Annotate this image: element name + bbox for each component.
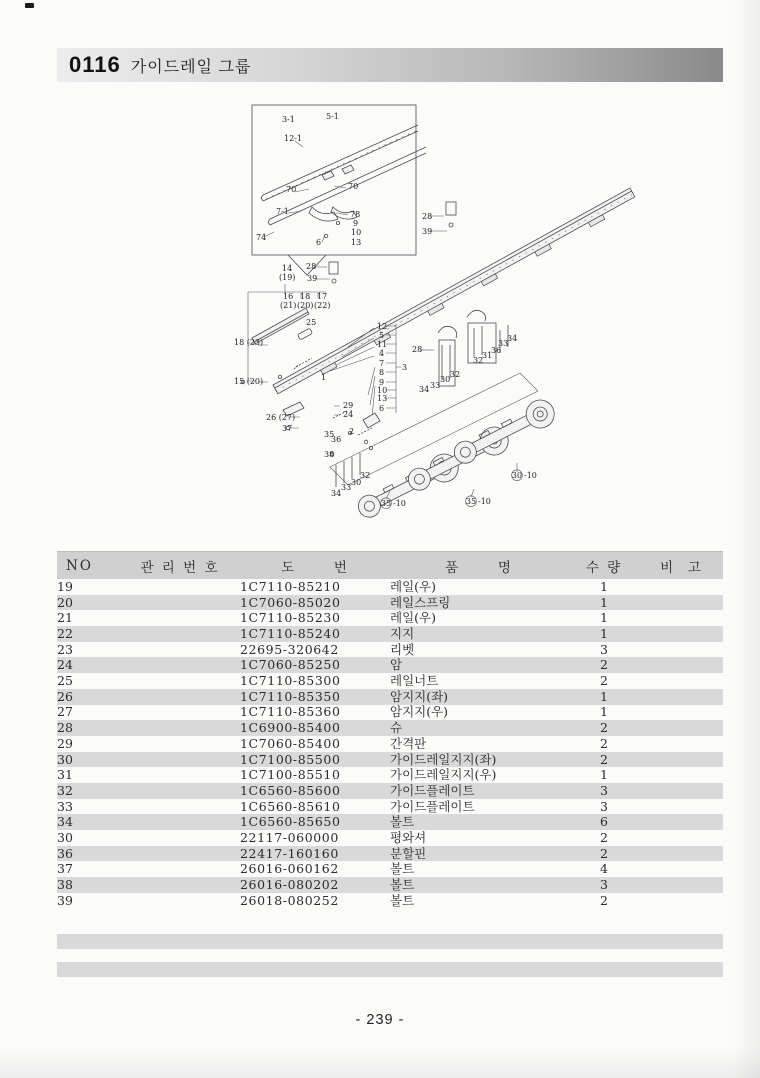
cell-code: 1C7060-85020 (240, 594, 341, 610)
cell-qty: 2 (600, 720, 608, 736)
cell-code: 22417-160160 (240, 845, 339, 861)
table-row (57, 799, 723, 815)
cell-mgmt (120, 720, 240, 736)
table-row (57, 673, 723, 689)
cell-mgmt (120, 830, 240, 846)
cell-no: 23 (57, 641, 73, 657)
callout-label: 34 (331, 489, 342, 498)
cell-name: 암지지(우) (390, 704, 449, 720)
cell-code: 1C7100-85500 (240, 751, 341, 767)
cell-mgmt (120, 642, 240, 658)
table-row (57, 595, 723, 611)
callout-label: 31 (482, 351, 493, 360)
table-row (57, 689, 723, 705)
callout-label: 6 (316, 238, 322, 247)
section-header-bar (57, 48, 723, 82)
parts-table-body (57, 579, 723, 908)
cell-name: 암지지(좌) (390, 688, 449, 704)
cell-code: 26018-080252 (240, 892, 339, 908)
parts-diagram-svg (30, 95, 730, 545)
callout-label: 37 (282, 424, 293, 433)
cell-code: 1C6560-85610 (240, 798, 341, 814)
callout-label: 17 (317, 292, 328, 301)
callout-label: 30 (511, 471, 523, 480)
col-header-part-name: 품 명 (390, 552, 568, 580)
cell-name: 레일(우) (390, 578, 436, 594)
cell-note (640, 814, 723, 830)
cell-qty: 3 (600, 798, 608, 814)
table-row (57, 814, 723, 830)
callout-label: 36 (331, 435, 342, 444)
callout-label: 7 (379, 359, 385, 368)
cell-code: 1C7110-85360 (240, 704, 341, 720)
cell-no: 39 (57, 892, 73, 908)
cell-mgmt (120, 673, 240, 689)
callout-label: 33 (430, 381, 441, 390)
cell-qty: 1 (600, 704, 608, 720)
empty-stripe-row (57, 934, 723, 949)
col-header-mgmt-number: 관 리 번 호 (120, 552, 240, 580)
table-row (57, 736, 723, 752)
callout-label: 8 (379, 368, 385, 377)
cell-mgmt (120, 626, 240, 642)
table-row (57, 720, 723, 736)
callout-label: 35 (324, 430, 335, 439)
cell-note (640, 673, 723, 689)
callout-label: 25 (306, 318, 317, 327)
cell-no: 30 (57, 829, 73, 845)
page-number: - 239 - (355, 1012, 405, 1028)
cell-note (640, 799, 723, 815)
callout-label: 10 (351, 228, 362, 237)
callout-label: 12 (377, 322, 388, 331)
callout-label: 24 (343, 410, 354, 419)
callout-label: 32 (450, 370, 461, 379)
col-header-drawing-number: 도 번 (240, 552, 390, 580)
callout-label: -10 (393, 499, 406, 508)
cell-name: 레일스프링 (390, 594, 451, 610)
callout-label: 28 (306, 262, 317, 271)
cell-code: 1C6560-85600 (240, 782, 341, 798)
cell-name: 볼트 (390, 814, 415, 830)
cell-note (640, 877, 723, 893)
table-row (57, 642, 723, 658)
cell-name: 가이드플레이트 (390, 798, 475, 814)
callout-label: 7-1 (276, 207, 289, 216)
cell-code: 1C7110-85210 (240, 578, 341, 594)
callout-label: 2 (349, 427, 355, 436)
callout-label: (21) (280, 301, 297, 310)
callout-label: 74 (256, 233, 267, 242)
callout-label: 33 (498, 339, 509, 348)
cell-note (640, 767, 723, 783)
callout-label: -10 (524, 471, 537, 480)
callout-label: 70 (286, 185, 297, 194)
cell-code: 22117-060000 (240, 829, 339, 845)
table-row (57, 610, 723, 626)
cell-note (640, 705, 723, 721)
callout-label: 78 (350, 210, 361, 219)
cell-no: 21 (57, 610, 73, 626)
cell-no: 22 (57, 626, 73, 642)
scan-edge-shade-bottom (0, 1048, 760, 1078)
table-row (57, 657, 723, 673)
callout-label: 10 (377, 386, 388, 395)
cell-mgmt (120, 752, 240, 768)
col-header-no: NO (57, 552, 120, 580)
table-row (57, 830, 723, 846)
cell-note (640, 626, 723, 642)
cell-no: 32 (57, 782, 73, 798)
table-row (57, 626, 723, 642)
callout-label: 30 (351, 478, 362, 487)
cell-note (640, 736, 723, 752)
callout-label: 11 (377, 340, 388, 349)
cell-qty: 3 (600, 877, 608, 893)
cell-qty: 2 (600, 657, 608, 673)
cell-note (640, 720, 723, 736)
table-row (57, 579, 723, 595)
cell-mgmt (120, 705, 240, 721)
cell-name: 가이드레일지지(좌) (390, 751, 497, 767)
cell-mgmt (120, 689, 240, 705)
callout-label: 39 (307, 274, 318, 283)
cell-mgmt (120, 610, 240, 626)
cell-code: 1C7100-85510 (240, 767, 341, 783)
cell-name: 슈 (390, 720, 403, 736)
callout-label: 38 (324, 450, 335, 459)
cell-no: 38 (57, 877, 73, 893)
table-row (57, 752, 723, 768)
callout-label: 28 (412, 345, 423, 354)
cell-name: 가이드플레이트 (390, 782, 475, 798)
parts-table (57, 551, 723, 908)
inset-detail-box (252, 105, 416, 255)
cell-mgmt (120, 846, 240, 862)
table-row (57, 861, 723, 877)
cell-mgmt (120, 861, 240, 877)
cell-no: 34 (57, 814, 73, 830)
cell-note (640, 846, 723, 862)
section-title: 가이드레일 그룹 (130, 58, 252, 76)
callout-label: 39 (422, 227, 433, 236)
callout-label: 18 (23) (234, 338, 264, 347)
cell-mgmt (120, 799, 240, 815)
callout-label: 9 (353, 219, 359, 228)
cell-qty: 1 (600, 767, 608, 783)
cell-mgmt (120, 579, 240, 595)
cell-no: 24 (57, 657, 73, 673)
cell-no: 28 (57, 720, 73, 736)
callout-label: 35 (380, 499, 392, 508)
cell-note (640, 893, 723, 909)
col-header-note: 비 고 (640, 552, 723, 580)
cell-qty: 2 (600, 751, 608, 767)
cell-note (640, 830, 723, 846)
callout-label: 3 (402, 363, 408, 372)
callout-label: 34 (419, 385, 430, 394)
cell-name: 지지 (390, 626, 415, 642)
cell-name: 분할핀 (390, 845, 427, 861)
cell-no: 19 (57, 578, 73, 594)
table-row (57, 705, 723, 721)
cell-no: 29 (57, 735, 73, 751)
callout-label: 29 (343, 401, 354, 410)
cell-qty: 2 (600, 892, 608, 908)
cell-mgmt (120, 736, 240, 752)
table-row (57, 893, 723, 909)
callout-label: 9 (379, 378, 385, 387)
cell-code: 1C7060-85400 (240, 735, 341, 751)
cell-qty: 1 (600, 594, 608, 610)
callout-label: 33 (341, 483, 352, 492)
cell-name: 볼트 (390, 877, 415, 893)
cell-code: 26016-060162 (240, 861, 339, 877)
cell-no: 33 (57, 798, 73, 814)
cell-qty: 1 (600, 626, 608, 642)
cell-code: 1C7060-85250 (240, 657, 341, 673)
cell-mgmt (120, 814, 240, 830)
section-code: 0116 (69, 52, 121, 77)
table-row (57, 767, 723, 783)
cell-note (640, 783, 723, 799)
callout-label: 13 (351, 238, 362, 247)
callout-label: (22) (314, 301, 331, 310)
callout-label: 26 (27) (266, 413, 296, 422)
cell-name: 레일너트 (390, 673, 439, 689)
cell-note (640, 579, 723, 595)
cell-qty: 3 (600, 641, 608, 657)
cell-qty: 2 (600, 735, 608, 751)
callout-label: 30 (440, 375, 451, 384)
callout-label: 70 (348, 182, 359, 191)
cell-note (640, 689, 723, 705)
callout-label: 18 (300, 292, 311, 301)
cell-no: 20 (57, 594, 73, 610)
col-header-qty: 수 량 (568, 552, 640, 580)
cell-qty: 1 (600, 688, 608, 704)
cell-qty: 2 (600, 829, 608, 845)
cell-name: 볼트 (390, 861, 415, 877)
callout-label: 12-1 (284, 134, 302, 143)
cell-no: 36 (57, 845, 73, 861)
cell-qty: 1 (600, 610, 608, 626)
cell-name: 가이드레일지지(우) (390, 767, 497, 783)
callout-label: 16 (283, 292, 294, 301)
table-row (57, 846, 723, 862)
callout-label: -10 (478, 497, 491, 506)
callout-label: 28 (422, 212, 433, 221)
cell-mgmt (120, 657, 240, 673)
cell-no: 31 (57, 767, 73, 783)
cell-mgmt (120, 877, 240, 893)
callout-label: (20) (297, 301, 314, 310)
cell-qty: 1 (600, 578, 608, 594)
callout-label: 34 (507, 334, 518, 343)
callout-label: 4 (379, 349, 385, 358)
cell-code: 26016-080202 (240, 877, 339, 893)
scan-edge-shade-right (732, 0, 760, 1078)
callout-label: 13 (377, 394, 388, 403)
cell-code: 1C6560-85650 (240, 814, 341, 830)
cell-name: 볼트 (390, 892, 415, 908)
callout-label: 14 (282, 264, 293, 273)
cell-qty: 2 (600, 673, 608, 689)
callout-label: 3-1 (282, 115, 295, 124)
callout-label: 6 (379, 404, 385, 413)
cell-qty: 3 (600, 782, 608, 798)
cell-mgmt (120, 767, 240, 783)
cell-no: 30 (57, 751, 73, 767)
callout-label: 1 (321, 373, 327, 382)
cell-qty: 2 (600, 845, 608, 861)
callout-label: (19) (279, 273, 296, 282)
cell-name: 리벳 (390, 641, 415, 657)
cell-qty: 4 (600, 861, 608, 877)
cell-mgmt (120, 893, 240, 909)
cell-code: 1C6900-85400 (240, 720, 341, 736)
table-row (57, 877, 723, 893)
callout-label: 35 (465, 497, 477, 506)
exploded-parts-diagram (30, 95, 730, 545)
cell-note (640, 610, 723, 626)
callout-label: 32 (360, 471, 371, 480)
cell-note (640, 752, 723, 768)
cell-code: 1C7110-85350 (240, 688, 341, 704)
callout-label: 36 (491, 346, 502, 355)
cell-note (640, 642, 723, 658)
cell-no: 27 (57, 704, 73, 720)
callout-label: 32 (473, 356, 484, 365)
callout-label: 15 (20) (234, 377, 264, 386)
cell-no: 25 (57, 673, 73, 689)
cell-code: 1C7110-85230 (240, 610, 341, 626)
cell-name: 평와셔 (390, 829, 427, 845)
cell-name: 레일(우) (390, 610, 436, 626)
cell-no: 26 (57, 688, 73, 704)
cell-mgmt (120, 595, 240, 611)
table-row (57, 783, 723, 799)
cell-code: 1C7110-85240 (240, 626, 341, 642)
empty-stripe-row (57, 962, 723, 977)
callout-label: 5-1 (326, 112, 339, 121)
cell-note (640, 657, 723, 673)
cell-name: 암 (390, 657, 403, 673)
callout-label: 5 (379, 331, 385, 340)
cell-note (640, 861, 723, 877)
cell-code: 22695-320642 (240, 641, 339, 657)
cell-note (640, 595, 723, 611)
scan-artifact (25, 3, 34, 8)
cell-mgmt (120, 783, 240, 799)
cell-code: 1C7110-85300 (240, 673, 341, 689)
cell-name: 간격판 (390, 735, 427, 751)
cell-qty: 6 (600, 814, 608, 830)
cell-no: 37 (57, 861, 73, 877)
table-header-row (57, 552, 723, 580)
